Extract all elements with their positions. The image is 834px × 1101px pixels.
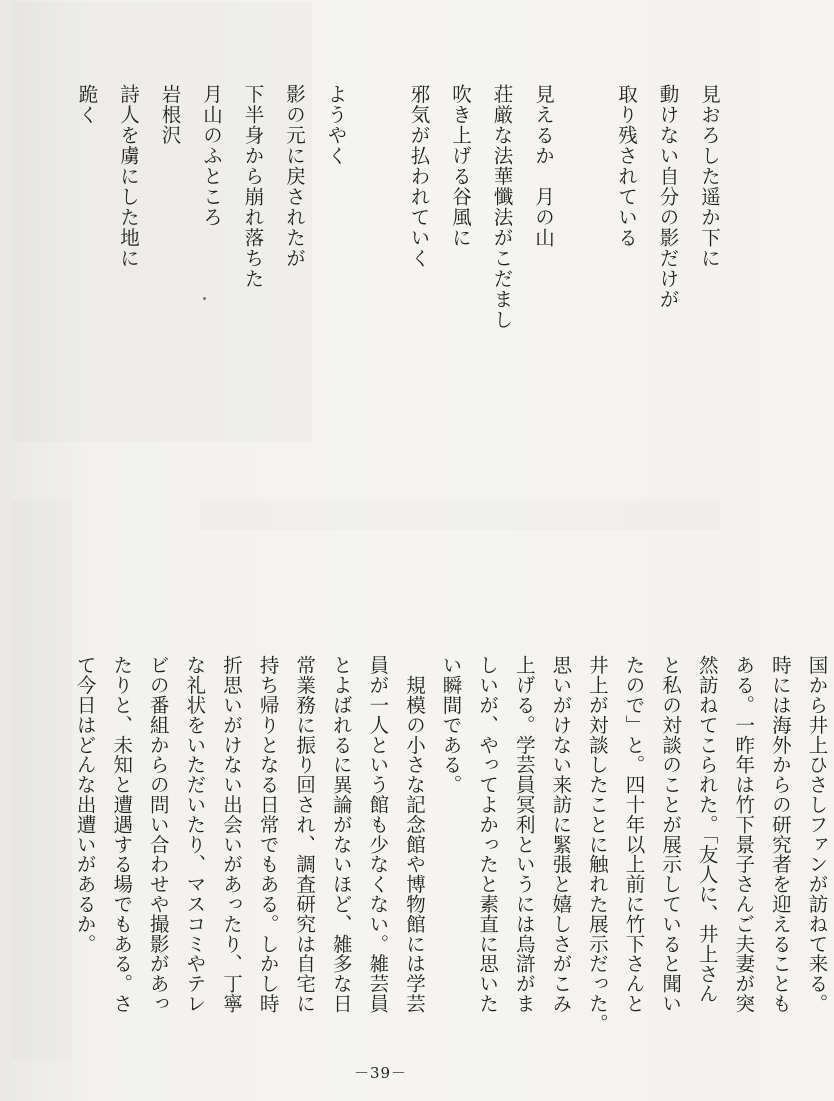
poem-line: 邪気が払われていく bbox=[407, 84, 431, 269]
poem-line: ようやく bbox=[324, 84, 348, 166]
prose-line: 員が一人という館も少なくない。雑芸員 bbox=[366, 655, 390, 1014]
prose-line: と私の対談のことが展示していると聞い bbox=[659, 655, 683, 1014]
poem-line: 動けない自分の影だけが bbox=[656, 84, 680, 310]
poem-line: 見えるか 月の山 bbox=[532, 84, 555, 248]
page-number: －39－ bbox=[353, 1064, 408, 1082]
poem-line: 跪く bbox=[75, 84, 99, 125]
poem-line: 吹き上げる谷風に bbox=[449, 84, 472, 248]
prose-line: たので」と。四十年以上前に竹下さんと bbox=[622, 655, 646, 1014]
prose-line: 持ち帰りとなる日常でもある。しかし時 bbox=[256, 655, 280, 1014]
poem-line: 下半身から崩れ落ちた bbox=[241, 84, 265, 289]
poem-line: 荘厳な法華懺法がこだまし bbox=[490, 84, 514, 330]
show-through-shade bbox=[12, 500, 72, 1060]
prose-block bbox=[66, 655, 834, 1034]
poem-line: 岩根沢 bbox=[158, 84, 182, 146]
prose-line: 時には海外からの研究者を迎えることも bbox=[768, 655, 792, 1014]
prose-line: しいが、やってよかったと素直に思いた bbox=[476, 655, 500, 1014]
prose-line: 思いがけない来訪に緊張と嬉しさがこみ bbox=[549, 655, 573, 1014]
prose-line: ある。一昨年は竹下景子さんご夫妻が突 bbox=[732, 655, 756, 1014]
prose-line: 井上が対談したことに触れた展示だった。 bbox=[585, 655, 609, 1034]
prose-line: たりと、未知と遭遇する場でもある。さ bbox=[110, 655, 134, 1014]
poem-line: 影の元に戻されたが bbox=[283, 84, 306, 269]
prose-line: 然訪ねてこられた。「友人に、井上さん bbox=[695, 655, 719, 1004]
poem-line: 見おろした遥か下に bbox=[698, 84, 721, 269]
poem-line: 取り残されている bbox=[615, 84, 638, 248]
prose-line: い瞬間である。 bbox=[439, 655, 463, 795]
prose-line: とよばれるに異論がないほど、雑多な日 bbox=[329, 655, 353, 1014]
prose-line: 規模の小さな記念館や博物館には学芸 bbox=[402, 655, 426, 1014]
prose-line: 折思いがけない出会いがあったり、丁寧 bbox=[219, 655, 243, 1014]
prose-line: 常業務に振り回され、調査研究は自宅に bbox=[293, 655, 317, 1014]
prose-line: ビの番組からの問い合わせや撮影があっ bbox=[146, 655, 170, 1014]
prose-line: 上げる。学芸員冥利というには烏滸がま bbox=[512, 655, 536, 1014]
prose-line: な礼状をいただいたり、マスコミやテレ bbox=[183, 655, 207, 1014]
poem-line: 月山のふところ bbox=[200, 84, 223, 228]
poem-line: 詩人を虜にした地に bbox=[117, 84, 140, 269]
prose-line: 国から井上ひさしファンが訪ねて来る。 bbox=[805, 655, 829, 1014]
prose-line: て今日はどんな出遭いがあるか。 bbox=[73, 655, 97, 954]
